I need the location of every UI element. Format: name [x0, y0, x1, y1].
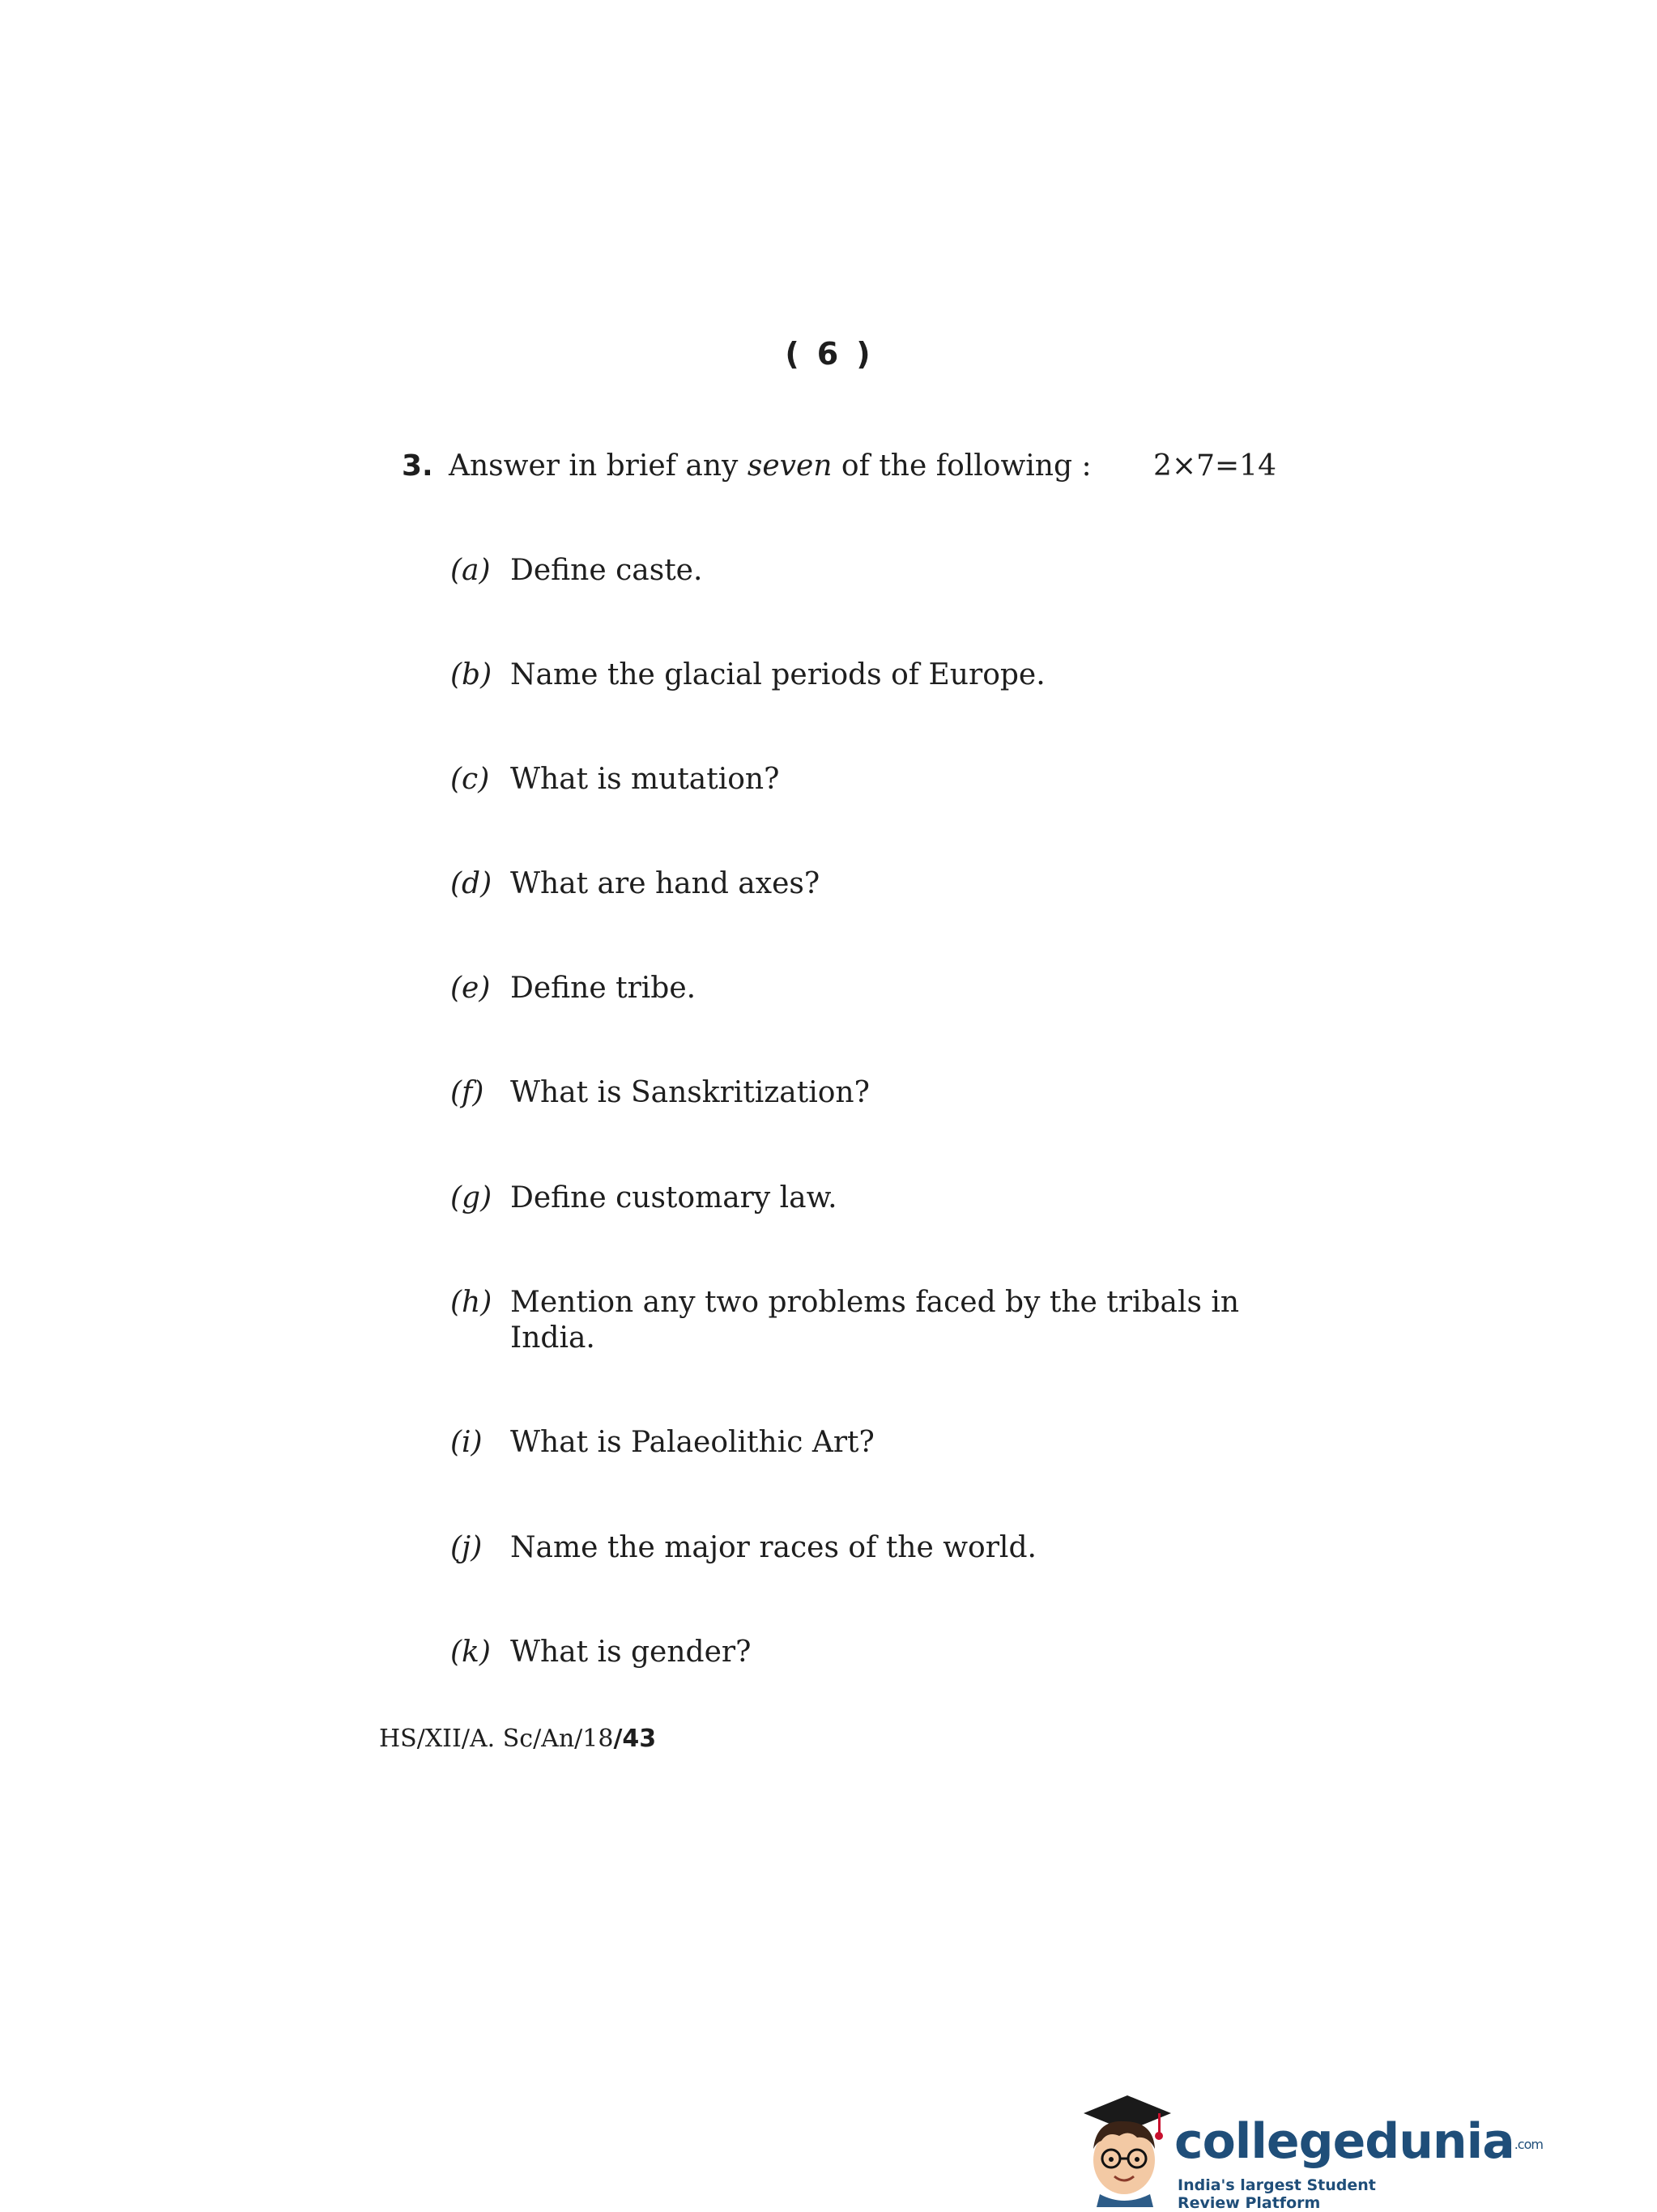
item-label: (g) — [450, 1181, 492, 1214]
item-label: (i) — [450, 1426, 483, 1459]
logo-wordmark — [1174, 2113, 1543, 2170]
logo-tagline: India's largest Student Review Platform — [1178, 2176, 1376, 2212]
question-text-emphasis: seven — [747, 449, 833, 483]
item-text: Define tribe. — [510, 972, 696, 1005]
mascot-icon — [1077, 2089, 1174, 2207]
item-label: (f) — [450, 1076, 484, 1109]
question-text-end: of the following : — [832, 449, 1092, 483]
logo-domain: .com — [1514, 2136, 1543, 2152]
item-label: (j) — [450, 1531, 483, 1564]
item-label: (b) — [450, 658, 492, 691]
logo-name: collegedunia — [1174, 2113, 1514, 2170]
question-text — [449, 449, 1092, 483]
item-text: What is Palaeolithic Art? — [510, 1426, 875, 1459]
item-text: Name the major races of the world. — [510, 1531, 1037, 1564]
item-text: Name the glacial periods of Europe. — [510, 658, 1046, 691]
question-number: 3. — [402, 449, 433, 483]
item-text: Define caste. — [510, 554, 703, 587]
paper-code — [379, 1725, 656, 1753]
question-text-start: Answer in brief any — [449, 449, 748, 483]
page-number-value: 6 — [816, 336, 841, 372]
paper-code-text: HS/XII/A. Sc/An/18 — [379, 1725, 614, 1753]
item-label: (h) — [450, 1286, 492, 1319]
collegedunia-logo — [1077, 2089, 1543, 2212]
item-label: (c) — [450, 763, 490, 796]
item-text: Mention any two problems faced by the tribals in India. — [510, 1286, 1240, 1355]
item-label: (e) — [450, 972, 491, 1005]
item-label: (a) — [450, 554, 491, 587]
paren-close: ) — [856, 336, 872, 372]
item-text: What is mutation? — [510, 763, 780, 796]
paren-open: ( — [785, 336, 801, 372]
item-text: What is Sanskritization? — [510, 1076, 870, 1109]
page-number — [0, 336, 1657, 372]
item-label: (k) — [450, 1636, 491, 1669]
question-marks: 2×7=14 — [1153, 449, 1276, 483]
item-label: (d) — [450, 867, 492, 900]
item-text: What are hand axes? — [510, 867, 820, 900]
item-text: Define customary law. — [510, 1181, 837, 1214]
item-text: What is gender? — [510, 1636, 752, 1669]
paper-code-bold: /43 — [613, 1725, 657, 1753]
